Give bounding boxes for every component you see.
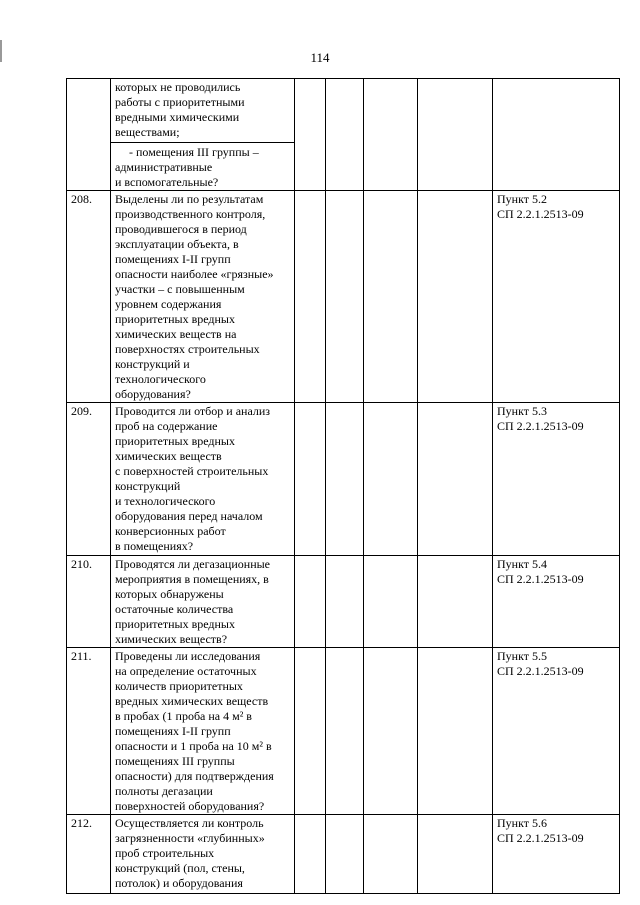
norm-reference-cell (493, 648, 620, 815)
question-text-line: помещениях I-II групп (115, 252, 231, 266)
answer-cell (364, 815, 418, 894)
question-text-line: Проводятся ли дегазационные (115, 557, 270, 571)
question-text-line: вредными химическими (115, 110, 240, 124)
question-text-line: химических веществ? (115, 632, 228, 646)
question-text-line: с поверхностей строительных (115, 464, 269, 478)
norm-reference-line: Пункт 5.6 (497, 816, 548, 830)
row-number: 211. (67, 648, 111, 815)
question-text-line: оборудования? (115, 387, 191, 401)
question-cell (111, 815, 295, 894)
table-row (67, 191, 620, 403)
question-text-line: поверхностей оборудования? (115, 799, 265, 813)
answer-cell (418, 79, 493, 191)
row-number: 208. (67, 191, 111, 403)
question-cell (111, 79, 295, 191)
question-text-line: загрязненности «глубинных» (115, 831, 265, 845)
norm-reference-line: СП 2.2.1.2513-09 (497, 664, 584, 678)
question-text-line: в помещениях? (115, 539, 194, 553)
question-text-line: поверхностях строительных (115, 342, 260, 356)
question-cell (111, 648, 295, 815)
answer-cell (418, 191, 493, 403)
question-text-line: оборудования перед началом (115, 509, 263, 523)
question-text-line: эксплуатации объекта, в (115, 237, 239, 251)
table-row (67, 815, 620, 894)
question-text-line: потолок) и оборудования (115, 876, 243, 890)
question-text-line: и вспомогательные? (115, 175, 219, 189)
question-text-line: химических веществ (115, 449, 222, 463)
answer-cell (295, 403, 326, 556)
answer-cell (364, 403, 418, 556)
norm-reference-line: Пункт 5.2 (497, 192, 548, 206)
norm-reference-cell (493, 79, 620, 191)
question-text-line: проводившегося в период (115, 222, 247, 236)
answer-cell (418, 648, 493, 815)
question-text-line: Проведены ли исследования (115, 649, 261, 663)
norm-reference-line: Пункт 5.4 (497, 557, 548, 571)
question-text-line: опасности наиболее «грязные» (115, 267, 274, 281)
question-text-line: опасности и 1 проба на 10 м² в (115, 739, 272, 753)
question-text-line: которых обнаружены (115, 587, 224, 601)
checklist-table (66, 78, 620, 894)
question-text-line: приоритетных вредных (115, 434, 235, 448)
answer-cell (295, 556, 326, 648)
row-number: 212. (67, 815, 111, 894)
answer-cell (418, 556, 493, 648)
question-text-line: приоритетных вредных (115, 312, 235, 326)
question-text-line: помещениях I-II групп (115, 724, 231, 738)
question-text-line: на определение остаточных (115, 664, 257, 678)
question-text-line: работы с приоритетными (115, 95, 245, 109)
norm-reference-line: СП 2.2.1.2513-09 (497, 572, 584, 586)
question-text-line: полноты дегазации (115, 784, 213, 798)
question-text-line: Проводится ли отбор и анализ (115, 404, 271, 418)
answer-cell (295, 191, 326, 403)
question-text-line: Выделены ли по результатам (115, 192, 264, 206)
question-cell (111, 191, 295, 403)
question-text-line: проб на содержание (115, 419, 218, 433)
norm-reference-line: СП 2.2.1.2513-09 (497, 207, 584, 221)
table-row (67, 79, 620, 191)
question-text-line: которых не проводились (115, 80, 241, 94)
answer-cell (295, 79, 326, 191)
table-row (67, 403, 620, 556)
question-subcell (111, 142, 294, 190)
question-text-line: в пробах (1 проба на 4 м² в (115, 709, 252, 723)
norm-reference-cell (493, 556, 620, 648)
norm-reference-line: Пункт 5.3 (497, 404, 548, 418)
norm-reference-cell (493, 403, 620, 556)
question-text-line: остаточные количества (115, 602, 234, 616)
table-row (67, 648, 620, 815)
question-text-line: проб строительных (115, 846, 215, 860)
question-text-line: участки – с повышенным (115, 282, 245, 296)
answer-cell (364, 556, 418, 648)
question-text-line: количеств приоритетных (115, 679, 243, 693)
question-text-line: Осуществляется ли контроль (115, 816, 264, 830)
question-text-line: опасности) для подтверждения (115, 769, 274, 783)
question-text-line: конструкций (пол, стены, (115, 861, 245, 875)
table-row (67, 556, 620, 648)
question-text-line: технологического (115, 372, 206, 386)
answer-cell (326, 403, 364, 556)
question-text-line: мероприятия в помещениях, в (115, 572, 269, 586)
answer-cell (326, 648, 364, 815)
question-text-line: конструкций (115, 479, 181, 493)
answer-cell (326, 556, 364, 648)
row-number: 210. (67, 556, 111, 648)
question-text-line: вредных химических веществ (115, 694, 269, 708)
answer-cell (326, 815, 364, 894)
question-text-line: приоритетных вредных (115, 617, 235, 631)
question-text-line: и технологического (115, 494, 216, 508)
norm-reference-cell (493, 191, 620, 403)
answer-cell (364, 79, 418, 191)
question-cell (111, 556, 295, 648)
answer-cell (364, 191, 418, 403)
question-text-line: химических веществ на (115, 327, 237, 341)
norm-reference-line: СП 2.2.1.2513-09 (497, 831, 584, 845)
row-number (67, 79, 111, 191)
norm-reference-line: СП 2.2.1.2513-09 (497, 419, 584, 433)
question-text-line: административные (115, 160, 213, 174)
question-cell (111, 403, 295, 556)
answer-cell (418, 403, 493, 556)
answer-cell (295, 815, 326, 894)
question-text-line: конструкций и (115, 357, 190, 371)
answer-cell (295, 648, 326, 815)
page-number: 114 (310, 50, 330, 65)
answer-cell (364, 648, 418, 815)
answer-cell (418, 815, 493, 894)
question-text-line: конверсионных работ (115, 524, 226, 538)
question-text-line: производственного контроля, (115, 207, 266, 221)
norm-reference-line: Пункт 5.5 (497, 649, 548, 663)
norm-reference-cell (493, 815, 620, 894)
answer-cell (326, 79, 364, 191)
question-text-line: - помещения III группы – (129, 145, 259, 159)
question-text-line: уровнем содержания (115, 297, 222, 311)
question-text-line: веществами; (115, 125, 180, 139)
question-text-line: помещениях III группы (115, 754, 235, 768)
row-number: 209. (67, 403, 111, 556)
answer-cell (326, 191, 364, 403)
